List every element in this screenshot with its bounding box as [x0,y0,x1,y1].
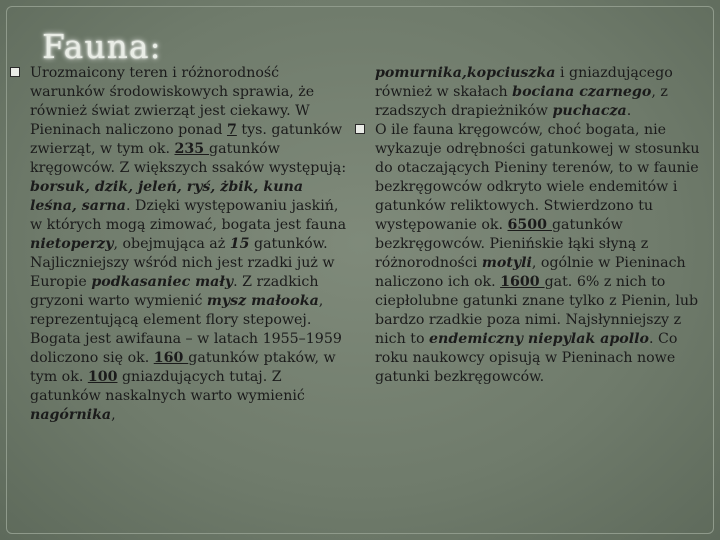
text-run: . [626,103,632,119]
right-column [375,64,705,387]
species-highlight: podkasaniec mały [91,274,234,290]
text-run: . Co roku naukowcy opisują w Pieninach nowe gatunki bezkręgowców. [375,331,678,385]
text-run: , ogólnie w Pieninach naliczono ich ok. [375,255,686,290]
text-run: , z rzadszych drapieżników [375,84,668,119]
text-run: , reprezentującą element flory stepowej. Bogata jest awifauna – w latach 1955–1959 doliczono się ok. [30,293,342,366]
species-highlight: pomurnika,kopciuszka [375,65,556,81]
species-highlight: bociana czarnego [512,84,652,100]
text-run: gatunków bezkręgowców. Pienińskie łąki słyną z różnorodności [375,217,649,271]
bullet-paragraph-2 [375,121,705,387]
continued-paragraph [375,64,705,121]
text-run: gniazdujących tutaj. Z gatunków naskalnych warto wymienić [30,369,305,404]
left-column [30,64,348,425]
number-highlight: 15 [229,236,250,252]
number-highlight: 235 [174,141,210,157]
text-run: , obejmująca aż [113,236,230,252]
text-run: i gniazdującego również w skałach [375,65,673,100]
text-run: tys. gatunków zwierząt, w tym ok. [30,122,343,157]
number-highlight: 7 [226,122,237,138]
text-run: . Z rzadkich gryzoni warto wymienić [30,274,319,309]
number-highlight: 1600 [500,274,545,290]
species-highlight: nietoperzy [30,236,114,252]
number-highlight: 100 [87,369,118,385]
species-highlight: nagórnika [30,407,112,423]
text-run: Urozmaicony teren i różnorodność warunków środowiskowych sprawia, że również świat zwierząt jest ciekawy. W Pieninach naliczono ponad [30,65,315,138]
number-highlight: 6500 [507,217,552,233]
text-run: , [111,407,116,423]
text-run: gat. 6% z nich to ciepłolubne gatunki znane tylko z Pienin, lub bardzo rzadkie poza nimi. Najsłynniejszy z nich to [375,274,699,347]
text-run: gatunków ptaków, w tym ok. [30,350,336,385]
text-run: gatunków kręgowców. Z większych ssaków występują: [30,141,347,176]
slide-title: Fauna: [42,27,162,66]
text-run: . Dzięki występowaniu jaskiń, w których mogą zimować, bogata jest fauna [30,198,347,233]
number-highlight: 160 [153,350,189,366]
bullet-paragraph-1 [30,64,348,425]
bullet-box-icon [355,124,365,134]
text-run: O ile fauna kręgowców, choć bogata, nie wykazuje odrębności gatunkowej w stosunku do otaczających Pieniny terenów, to w faunie bezkręgowców odkryto wiele endemitów i gatunków reliktowych. Stwierdzono tu występowanie ok. [375,122,700,233]
text-run: gatunków. Najliczniejszy wśród nich jest rzadki już w Europie [30,236,335,290]
species-highlight: borsuk, dzik, jeleń, ryś, żbik, kuna leśna, sarna [30,179,304,214]
species-highlight: mysz małooka [206,293,319,309]
bullet-box-icon [10,67,20,77]
species-highlight: endemiczny niepylak apollo [429,331,649,347]
species-highlight: motyli [481,255,532,271]
species-highlight: puchacza [552,103,627,119]
